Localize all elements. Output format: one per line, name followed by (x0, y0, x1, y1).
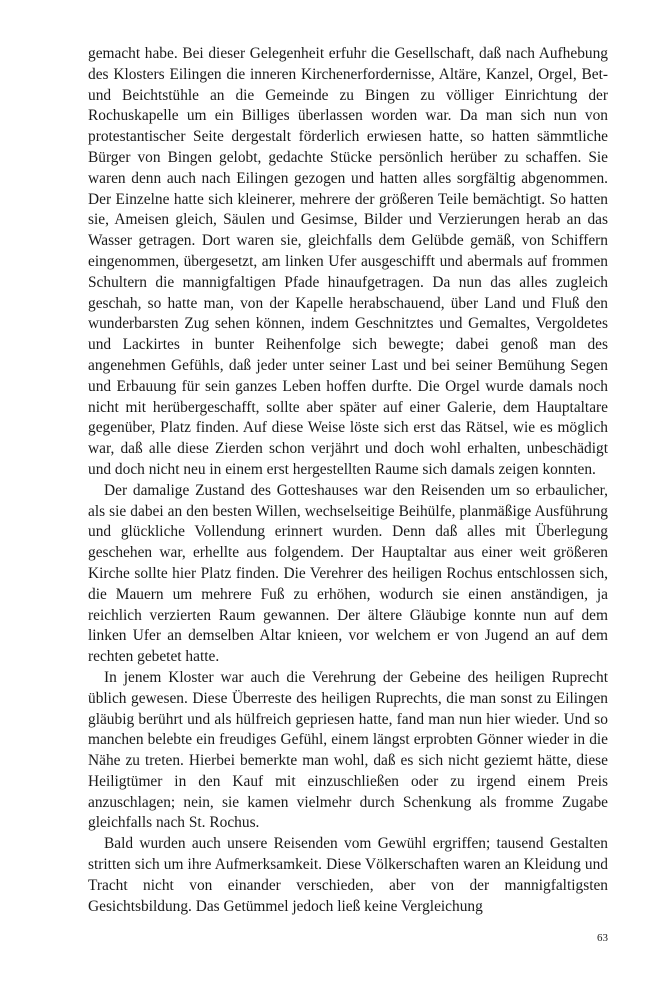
page-body (88, 44, 608, 917)
paragraph-4: Bald wurden auch unsere Reisenden vom Gewühl ergriffen; tausend Gestalten stritten sich um ihre Aufmerksamkeit. Diese Völkerschaften waren an Kleidung und Tracht nicht von einander verschieden, aber von der mannigfaltigsten Gesichtsbildung. Das Getümmel jedoch ließ keine Vergleichung (88, 835, 608, 915)
paragraph-1: gemacht habe. Bei dieser Gelegenheit erfuhr die Gesellschaft, daß nach Aufhebung des Klosters Eilingen die inneren Kirchenerfordernisse, Altäre, Kanzel, Orgel, Bet-und Beichtstühle an die Gemeinde zu Bingen zu völliger Einrichtung der Rochuskapelle um ein Billiges überlassen worden war. Da man sich nun von protestantischer Seite dergestalt förderlich erwiesen hatte, so hatten sämmtliche Bürger von Bingen gelobt, gedachte Stücke persönlich herüber zu schaffen. Sie waren denn auch nach Eilingen gezogen und hatten alles sorgfältig abgenommen. Der Einzelne hatte sich kleinerer, mehrere der größeren Teile bemächtigt. So hatten sie, Ameisen gleich, Säulen und Gesimse, Bilder und Verzierungen herab an das Wasser getragen. Dort waren sie, gleichfalls dem Gelübde gemäß, von Schiffern eingenommen, übergesetzt, am linken Ufer ausgeschifft und abermals auf frommen Schultern die mannigfaltigen Pfade hinaufgetragen. Da nun das alles zugleich geschah, so hatte man, von der Kapelle herabschauend, über Land und Fluß den wunderbarsten Zug sehen können, indem Geschnitztes und Gemaltes, Vergoldetes und Lackirtes in bunter Reihenfolge sich bewegte; dabei genoß man des angenehmen Gefühls, daß jeder unter seiner Last und bei seiner Bemühung Segen und Erbauung für sein ganzes Leben hoffen durfte. Die Orgel wurde damals noch nicht mit herübergeschafft, sollte aber später auf einer Galerie, dem Hauptaltare gegenüber, Platz finden. Auf diese Weise löste sich erst das Rätsel, wie es möglich war, daß alle diese Zierden schon verjährt und doch wohl erhalten, unbeschädigt und doch nicht neu in einem erst hergestellten Raume sich damals zeigen konnten. (88, 45, 608, 478)
paragraph-2: Der damalige Zustand des Gotteshauses war den Reisenden um so erbaulicher, als sie dabei an den besten Willen, wechselseitige Beihülfe, planmäßige Ausführung und glückliche Vollendung erinnert wurden. Denn daß alles mit Überlegung geschehen war, erhellte aus folgendem. Der Hauptaltar aus einer weit größeren Kirche sollte hier Platz finden. Die Verehrer des heiligen Rochus entschlossen sich, die Mauern um mehrere Fuß zu erhöhen, wodurch sie einen anständigen, ja reichlich verzierten Raum gewannen. Der ältere Gläubige konnte nun auf dem linken Ufer an demselben Altar knieen, vor welchem er von Jugend an auf dem rechten gebetet hatte. (88, 481, 608, 666)
page-number: 63 (597, 932, 608, 944)
paragraph-3: In jenem Kloster war auch die Verehrung der Gebeine des heiligen Ruprecht üblich gewesen. Diese Überreste des heiligen Ruprechts, die man sonst zu Eilingen gläubig berührt und als hülfreich gepriesen hatte, fand man nun hier wieder. Und so manchen belebte ein freudiges Gefühl, einem längst erprobten Gönner wieder in die Nähe zu treten. Hierbei bemerkte man wohl, daß es sich nicht geziemt hätte, diese Heiligtümer in den Kauf mit einzuschließen oder zu irgend einem Preis anzuschlagen; nein, sie kamen vielmehr durch Schenkung als fromme Zugabe gleichfalls nach St. Rochus. (88, 668, 608, 832)
